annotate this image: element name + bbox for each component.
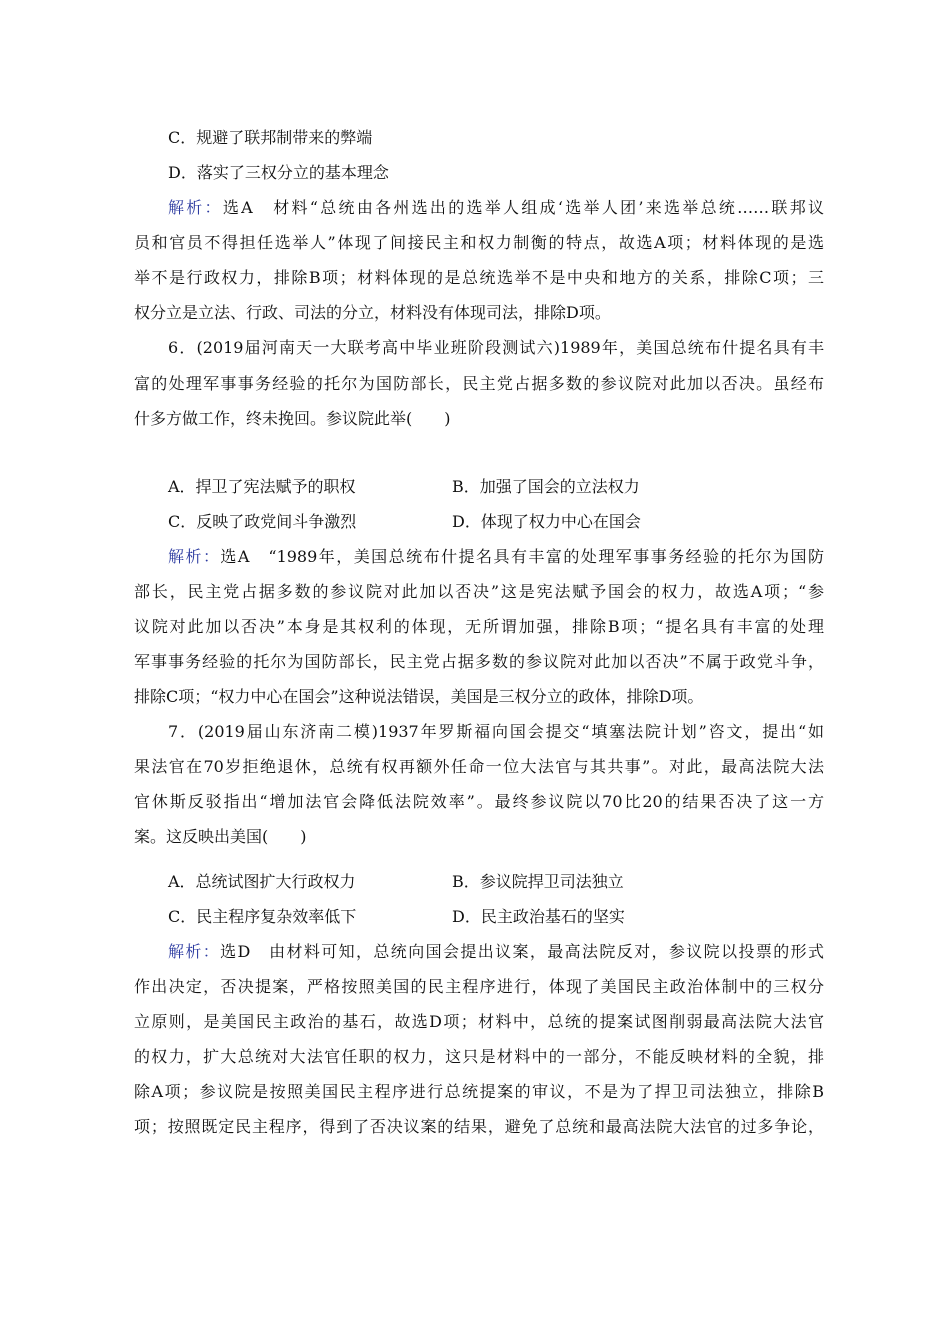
q7-analysis-line-3: 立原则，是美国民主政治的基石，故选D项；材料中，总统的提案试图削弱最高法院大法官 <box>134 1012 824 1031</box>
q5-analysis-line-1: 解析：选A 材料“总统由各州选出的选举人组成‘选举人团’来选举总统……联邦议 <box>168 198 824 217</box>
q7-option-b: B．参议院捍卫司法独立 <box>452 872 624 891</box>
q5-analysis-line-4: 权分立是立法、行政、司法的分立，材料没有体现司法，排除D项。 <box>134 303 611 322</box>
q6-option-d: D．体现了权力中心在国会 <box>452 512 641 531</box>
q6-analysis-line-1: 解析：选A “1989年，美国总统布什提名具有丰富的处理军事事务经验的托尔为国防 <box>168 547 824 566</box>
analysis-label: 解析： <box>168 547 221 566</box>
q5-analysis-line-2: 员和官员不得担任选举人”体现了间接民主和权力制衡的特点，故选A项；材料体现的是选 <box>134 233 824 252</box>
q6-analysis-line-2: 部长，民主党占据多数的参议院对此加以否决”这是宪法赋予国会的权力，故选A项；“参 <box>134 582 824 601</box>
q6-option-c: C．反映了政党间斗争激烈 <box>168 512 357 531</box>
q6-question-line-3: 什多方做工作，终未挽回。参议院此举( ) <box>134 409 451 428</box>
q7-option-d: D．民主政治基石的坚实 <box>452 907 625 926</box>
q6-analysis-line-4: 军事事务经验的托尔为国防部长，民主党占据多数的参议院对此加以否决”不属于政党斗争， <box>134 652 824 671</box>
q6-analysis-line-3: 议院对此加以否决”本身是其权利的体现，无所谓加强，排除B项；“提名具有丰富的处理 <box>134 617 824 636</box>
q6-option-a: A．捍卫了宪法赋予的职权 <box>168 477 356 496</box>
q5-analysis-line-3: 举不是行政权力，排除B项；材料体现的是总统选举不是中央和地方的关系，排除C项；三 <box>134 268 824 287</box>
q7-option-c: C．民主程序复杂效率低下 <box>168 907 357 926</box>
q7-analysis-line-6: 项；按照既定民主程序，得到了否决议案的结果，避免了总统和最高法院大法官的过多争论， <box>134 1117 824 1136</box>
q7-question-line-3: 官休斯反驳指出“增加法官会降低法院效率”。最终参议院以70比20的结果否决了这一方 <box>134 792 824 811</box>
q6-analysis-line-5: 排除C项；“权力中心在国会”这种说法错误，美国是三权分立的政体，排除D项。 <box>134 687 704 706</box>
q6-question-line-2: 富的处理军事事务经验的托尔为国防部长，民主党占据多数的参议院对此加以否决。虽经布 <box>134 374 824 393</box>
q6-question-line-1: 6．(2019届河南天一大联考高中毕业班阶段测试六)1989年，美国总统布什提名具有丰 <box>168 338 824 357</box>
q7-analysis-line-4: 的权力，扩大总统对大法官任职的权力，这只是材料中的一部分，不能反映材料的全貌，排 <box>134 1047 824 1066</box>
q7-question-line-4: 案。这反映出美国( ) <box>134 827 307 846</box>
analysis-label: 解析： <box>168 198 223 217</box>
q7-question-line-1: 7．(2019届山东济南二模)1937年罗斯福向国会提交“填塞法院计划”咨文，提出“如 <box>168 722 824 741</box>
q7-option-a: A．总统试图扩大行政权力 <box>168 872 356 891</box>
q5-option-c: C．规避了联邦制带来的弊端 <box>168 128 373 147</box>
q5-option-d: D．落实了三权分立的基本理念 <box>168 163 389 182</box>
analysis-label: 解析： <box>168 942 221 961</box>
q7-question-line-2: 果法官在70岁拒绝退休，总统有权再额外任命一位大法官与其共事”。对此，最高法院大法 <box>134 757 824 776</box>
q7-analysis-line-2: 作出决定，否决提案，严格按照美国的民主程序进行，体现了美国民主政治体制中的三权分 <box>134 977 824 996</box>
q7-analysis-line-1: 解析：选D 由材料可知，总统向国会提出议案，最高法院反对，参议院以投票的形式 <box>168 942 824 961</box>
q7-analysis-line-5: 除A项；参议院是按照美国民主程序进行总统提案的审议，不是为了捍卫司法独立，排除B <box>134 1082 824 1101</box>
q6-option-b: B．加强了国会的立法权力 <box>452 477 640 496</box>
